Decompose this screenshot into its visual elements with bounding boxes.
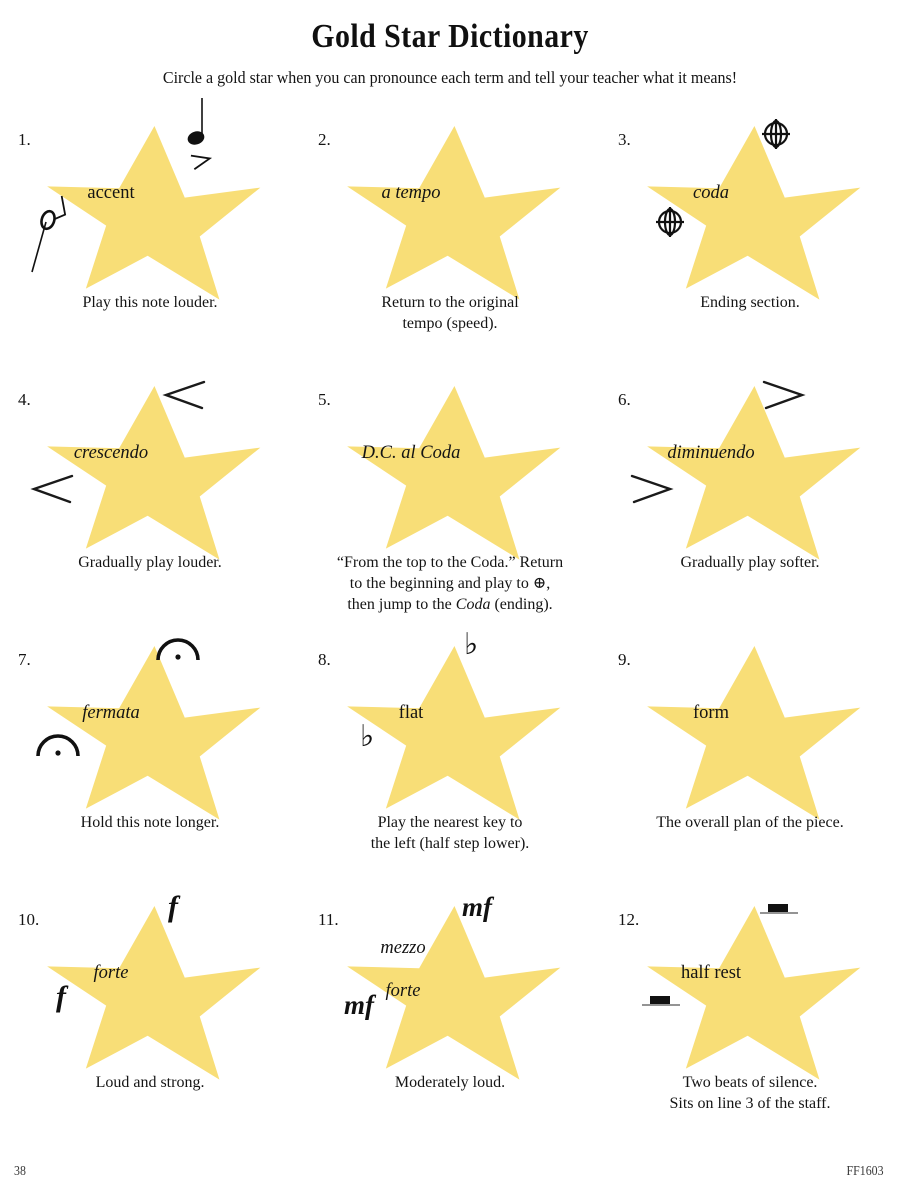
caption-line: Hold this note longer.: [80, 814, 220, 831]
caption-line: The overall plan of the piece.: [656, 814, 844, 831]
star-shape: [338, 892, 568, 1076]
star-term: coda: [693, 183, 729, 204]
star-graphic[interactable]: [338, 116, 568, 296]
caption-line: the left (half step lower).: [370, 835, 530, 853]
item-number: 1.: [18, 130, 31, 149]
star-caption: [0, 552, 300, 573]
item-number: 2.: [318, 130, 331, 149]
flat-sign-icon: ♭: [464, 627, 479, 662]
star-row: [0, 112, 900, 372]
star-caption: [600, 292, 900, 313]
star-caption: [600, 1072, 900, 1114]
star-term: a tempo: [381, 183, 441, 204]
star-shape: [638, 896, 868, 1076]
star-term: form: [693, 703, 729, 724]
star-shape: [38, 896, 268, 1076]
star-graphic[interactable]: [338, 376, 568, 556]
mezzo-forte-dynamic-icon: mf: [344, 990, 374, 1020]
star-graphic[interactable]: [338, 627, 568, 816]
star-card-coda[interactable]: [600, 112, 900, 372]
caption-line: Two beats of silence.: [682, 1074, 818, 1091]
item-number: 4.: [18, 390, 31, 409]
star-caption: [0, 292, 300, 313]
star-shape: [638, 376, 868, 556]
item-number: 6.: [618, 390, 631, 409]
star-caption: [300, 1072, 600, 1093]
star-card-crescendo[interactable]: [0, 372, 300, 632]
star-caption: [0, 812, 300, 833]
caption-line: tempo (speed).: [402, 315, 498, 333]
flat-sign-icon: ♭: [360, 719, 375, 754]
page-title: Gold Star Dictionary: [311, 18, 589, 55]
item-number: 3.: [618, 130, 631, 149]
item-number: 9.: [618, 650, 631, 669]
star-grid: [0, 112, 900, 1152]
star-graphic[interactable]: [638, 376, 868, 556]
star-term: crescendo: [73, 443, 149, 464]
star-card-accent[interactable]: [0, 112, 300, 372]
star-caption: [300, 552, 600, 615]
star-shape: [38, 376, 268, 556]
star-caption: [0, 1072, 300, 1093]
star-card-flat[interactable]: [300, 627, 600, 892]
star-term: accent: [87, 183, 135, 204]
star-card-half-rest[interactable]: [600, 892, 900, 1152]
star-term: D.C. al Coda: [361, 443, 461, 464]
star-term: flat: [398, 703, 424, 724]
caption-line: Play this note louder.: [82, 294, 218, 311]
star-caption: [600, 812, 900, 833]
caption-line: then jump to the Coda (ending).: [347, 596, 553, 614]
star-caption: [300, 812, 600, 854]
star-term-line-2: forte: [385, 980, 421, 1001]
page-subtitle: Circle a gold star when you can pronounce each term and tell your teacher what it means!: [162, 68, 738, 87]
star-graphic[interactable]: [38, 636, 268, 816]
caption-line: Sits on line 3 of the staff.: [669, 1095, 831, 1113]
star-shape: [338, 376, 568, 556]
star-card-form[interactable]: [600, 632, 900, 892]
item-number: 5.: [318, 390, 331, 409]
star-graphic[interactable]: [38, 116, 268, 296]
star-term: fermata: [82, 703, 140, 724]
star-term: forte: [93, 963, 129, 984]
star-shape: [338, 116, 568, 296]
caption-line: Gradually play louder.: [78, 554, 222, 571]
caption-line: Loud and strong.: [95, 1074, 205, 1091]
star-shape: [338, 636, 568, 816]
star-term: half rest: [680, 963, 742, 984]
star-graphic[interactable]: [38, 890, 268, 1076]
caption-line: Play the nearest key to: [377, 814, 523, 831]
star-row: [0, 627, 900, 892]
star-graphic[interactable]: [338, 892, 568, 1076]
star-card-diminuendo[interactable]: [600, 372, 900, 632]
caption-line: Ending section.: [700, 294, 800, 311]
caption-line: Return to the original: [381, 294, 519, 311]
caption-line: to the beginning and play to ⊕,: [349, 575, 551, 593]
star-card-a-tempo[interactable]: [300, 112, 600, 372]
star-shape: [38, 636, 268, 816]
item-number: 10.: [18, 910, 40, 929]
star-shape: [638, 116, 868, 296]
item-number: 7.: [18, 650, 31, 669]
star-shape: [38, 116, 268, 296]
footer-page-number: 38: [14, 1164, 26, 1179]
star-graphic[interactable]: [638, 116, 868, 296]
forte-dynamic-icon: f: [168, 890, 178, 923]
star-card-fermata[interactable]: [0, 632, 300, 892]
star-row: [0, 892, 900, 1152]
star-graphic[interactable]: [38, 376, 268, 556]
mezzo-forte-dynamic-icon: mf: [462, 892, 492, 922]
star-graphic[interactable]: [638, 896, 868, 1076]
item-number: 8.: [318, 650, 331, 669]
star-card-dc-al-coda[interactable]: [300, 372, 600, 632]
star-card-forte[interactable]: [0, 892, 300, 1152]
star-term: diminuendo: [667, 443, 755, 464]
footer-publisher-code: FF1603: [846, 1164, 884, 1179]
star-caption: [600, 552, 900, 573]
star-graphic[interactable]: [638, 636, 868, 816]
star-term-line-1: mezzo: [380, 938, 426, 959]
item-number: 12.: [618, 910, 640, 929]
caption-line: Moderately loud.: [394, 1074, 506, 1091]
caption-italic-word: Coda: [455, 596, 491, 614]
caption-line: Gradually play softer.: [680, 554, 820, 571]
caption-line: “From the top to the Coda.” Return: [336, 554, 564, 571]
star-shape: [638, 636, 868, 816]
forte-dynamic-icon: f: [56, 980, 66, 1013]
item-number: 11.: [318, 910, 339, 929]
star-card-mezzo-forte[interactable]: [300, 892, 600, 1152]
star-caption: [300, 292, 600, 334]
star-row: [0, 372, 900, 632]
